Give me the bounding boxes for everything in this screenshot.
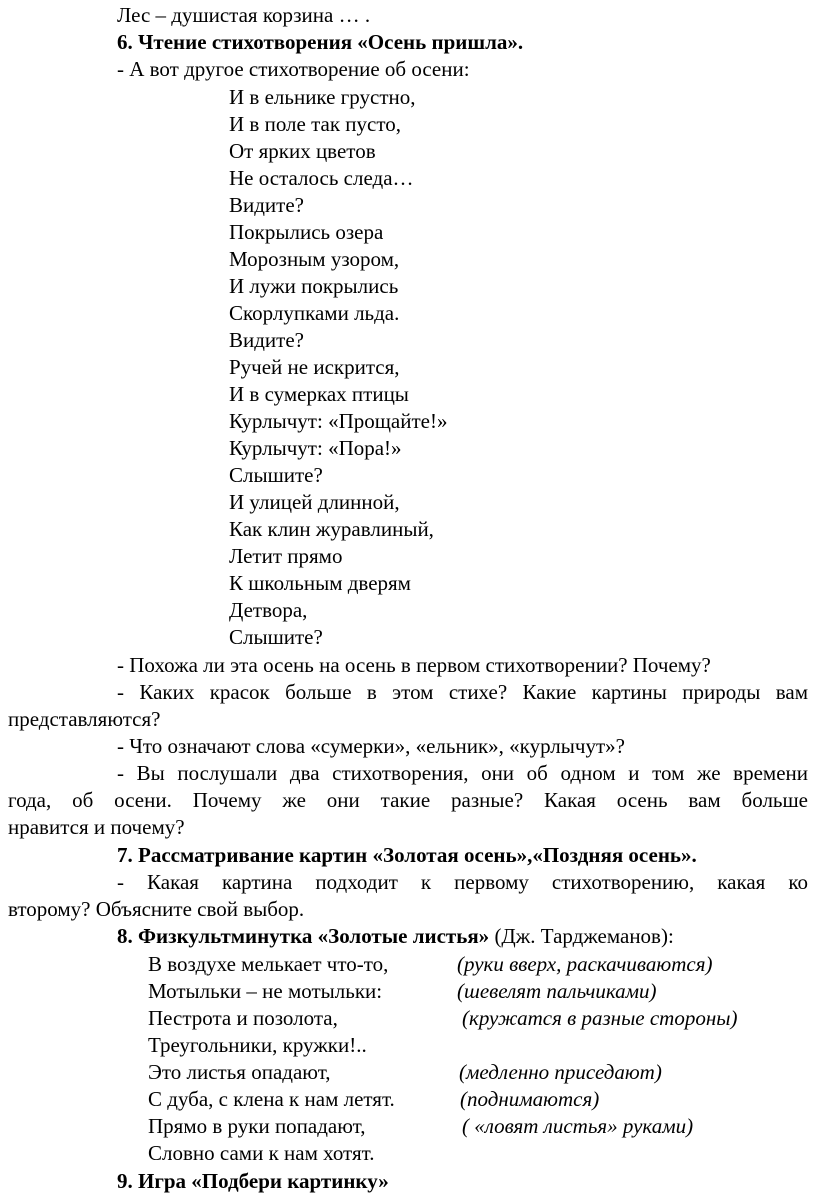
section-6-lead: - А вот другое стихотворение об осени:: [117, 57, 470, 81]
poem-line: Слышите?: [229, 463, 323, 487]
verse-text: Мотыльки – не мотыльки:: [148, 979, 383, 1003]
question-2-line-2: представляются?: [8, 707, 161, 731]
poem-line: Видите?: [229, 193, 304, 217]
verse-action: (шевелят пальчиками): [457, 979, 657, 1003]
verse-action: (руки вверх, раскачиваются): [457, 952, 713, 976]
section-8-heading: 8. Физкультминутка «Золотые листья»: [117, 924, 490, 948]
question-4-line-1: - Вы послушали два стихотворения, они об одном и том же времени: [117, 761, 808, 785]
verse-text: С дуба, с клена к нам летят.: [148, 1087, 395, 1111]
poem-line: Курлычут: «Пора!»: [229, 436, 402, 460]
question-2-line-1: - Каких красок больше в этом стихе? Какие картины природы вам: [117, 680, 808, 704]
verse-action: ( «ловят листья» руками): [462, 1114, 694, 1138]
poem-line: Видите?: [229, 328, 304, 352]
section-7-text-line-2: второму? Объясните свой выбор.: [8, 897, 305, 921]
section-7-text-line-1: - Какая картина подходит к первому стихотворению, какая ко: [117, 870, 808, 894]
poem-line: Скорлупками льда.: [229, 301, 400, 325]
section-6-heading: 6. Чтение стихотворения «Осень пришла».: [117, 30, 524, 54]
poem-line: Не осталось следа…: [229, 166, 414, 190]
poem-line: Слышите?: [229, 625, 323, 649]
verse-text: В воздухе мелькает что-то,: [148, 952, 389, 976]
question-1: - Похожа ли эта осень на осень в первом стихотворении? Почему?: [117, 653, 711, 677]
section-8-author: (Дж. Тарджеманов):: [489, 924, 674, 948]
poem-line: Ручей не искрится,: [229, 355, 400, 379]
poem-line: И улицей длинной,: [229, 490, 400, 514]
question-4-line-2: года, об осени. Почему же они такие разные? Какая осень вам больше: [8, 788, 808, 812]
poem-line: Как клин журавлиный,: [229, 517, 434, 541]
poem-line: И в сумерках птицы: [229, 382, 409, 406]
section-8-heading-line: [117, 923, 674, 950]
question-4-line-3: нравится и почему?: [8, 815, 185, 839]
verse-action: (кружатся в разные стороны): [462, 1006, 738, 1030]
intro-line: Лес – душистая корзина … .: [117, 3, 371, 27]
verse-text: Прямо в руки попадают,: [148, 1114, 366, 1138]
poem-line: Морозным узором,: [229, 247, 400, 271]
poem-line: И в поле так пусто,: [229, 112, 402, 136]
poem-line: Курлычут: «Прощайте!»: [229, 409, 448, 433]
section-7-heading: 7. Рассматривание картин «Золотая осень»,«Поздняя осень».: [117, 843, 697, 867]
poem-line: К школьным дверям: [229, 571, 411, 595]
poem-line: Летит прямо: [229, 544, 343, 568]
poem-line: И в ельнике грустно,: [229, 85, 416, 109]
verse-text: Словно сами к нам хотят.: [148, 1141, 375, 1165]
verse-action: (медленно приседают): [459, 1060, 662, 1084]
poem-line: Детвора,: [229, 598, 308, 622]
section-9-heading: 9. Игра «Подбери картинку»: [117, 1169, 389, 1193]
poem-line: И лужи покрылись: [229, 274, 399, 298]
verse-text: Пестрота и позолота,: [148, 1006, 338, 1030]
question-3: - Что означают слова «сумерки», «ельник», «курлычут»?: [117, 734, 625, 758]
verse-text: Это листья опадают,: [148, 1060, 331, 1084]
poem-line: От ярких цветов: [229, 139, 376, 163]
verse-action: (поднимаются): [460, 1087, 600, 1111]
poem-line: Покрылись озера: [229, 220, 384, 244]
verse-text: Треугольники, кружки!..: [148, 1033, 367, 1057]
